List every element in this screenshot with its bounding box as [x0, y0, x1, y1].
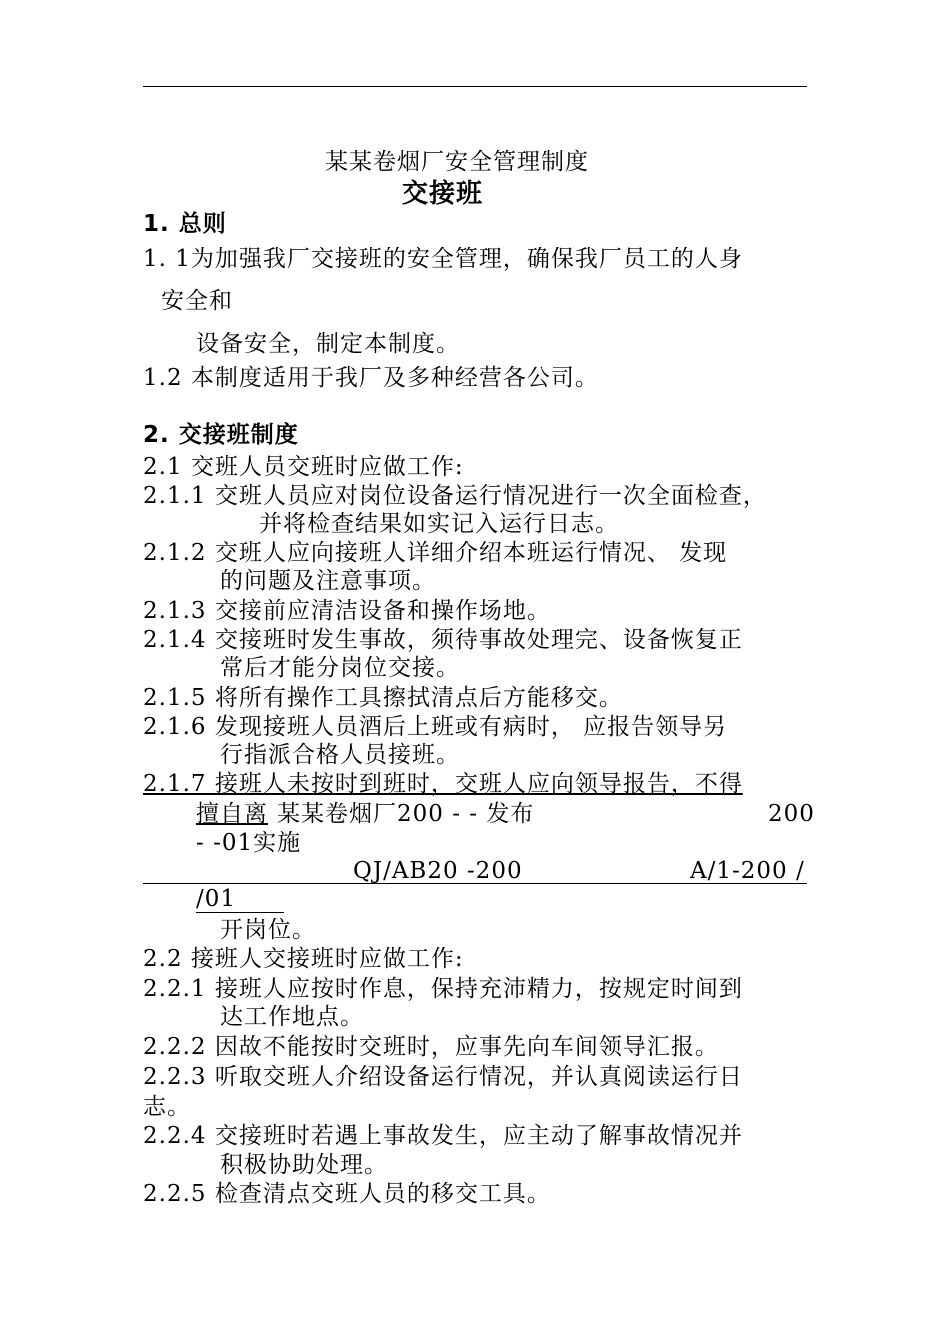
footer-implement-year: 200 [768, 801, 815, 827]
paragraph: 2.2.3 听取交班人介绍设备运行情况，并认真阅读运行日 [143, 1064, 743, 1090]
paragraph: 1. 1为加强我厂交接班的安全管理，确保我厂员工的人身 [143, 246, 743, 272]
paragraph: 1.2 本制度适用于我厂及多种经营各公司。 [143, 365, 599, 391]
paragraph: 并将检查结果如实记入运行日志。 [259, 511, 619, 537]
paragraph: 擅自离 [196, 801, 268, 827]
footer-underline [196, 912, 284, 913]
paragraph: 2.1.2 交班人应向接班人详细介绍本班运行情况、 发现 [143, 540, 728, 566]
footer-rule [143, 883, 807, 884]
paragraph: 设备安全，制定本制度。 [196, 331, 460, 357]
paragraph: 志。 [143, 1094, 191, 1120]
top-rule [143, 86, 807, 87]
paragraph: 2.1.7 接班人未按时到班时，交班人应向领导报告，不得 [143, 771, 743, 797]
section-heading: 1. 总则 [143, 211, 227, 237]
paragraph: 2.1.3 交接前应清洁设备和操作场地。 [143, 598, 551, 624]
paragraph: 行指派合格人员接班。 [220, 742, 460, 768]
paragraph: 2.2.5 检查清点交班人员的移交工具。 [143, 1181, 551, 1207]
paragraph: 安全和 [161, 288, 233, 314]
paragraph: 2.1 交班人员交班时应做工作: [143, 454, 464, 480]
footer-issuer: 某某卷烟厂200 - - 发布 [277, 801, 535, 827]
footer-implement: - -01实施 [196, 830, 302, 856]
paragraph: 2.1.4 交接班时发生事故，须待事故处理完、设备恢复正 [143, 627, 743, 653]
paragraph: 2.1.1 交班人员应对岗位设备运行情况进行一次全面检查， [143, 483, 767, 509]
footer-version: A/1-200 / [690, 858, 805, 884]
paragraph: 开岗位。 [220, 917, 316, 943]
paragraph: 2.1.5 将所有操作工具擦拭清点后方能移交。 [143, 685, 623, 711]
document-subtitle: 交接班 [402, 179, 484, 209]
paragraph: 积极协助处理。 [220, 1152, 388, 1178]
paragraph: 的问题及注意事项。 [220, 568, 436, 594]
paragraph: 2.2.2 因故不能按时交班时，应事先向车间领导汇报。 [143, 1034, 719, 1060]
paragraph: 2.2 接班人交接班时应做工作: [143, 946, 464, 972]
paragraph: 常后才能分岗位交接。 [220, 655, 460, 681]
paragraph: 达工作地点。 [220, 1004, 364, 1030]
footer-code: QJ/AB20 -200 [353, 858, 523, 884]
paragraph: 2.1.6 发现接班人员酒后上班或有病时， 应报告领导另 [143, 714, 728, 740]
document-title: 某某卷烟厂安全管理制度 [325, 149, 589, 175]
section-heading: 2. 交接班制度 [143, 422, 299, 448]
paragraph: 2.2.1 接班人应按时作息，保持充沛精力，按规定时间到 [143, 976, 743, 1002]
paragraph: 2.2.4 交接班时若遇上事故发生，应主动了解事故情况并 [143, 1123, 743, 1149]
footer-version-cont: /01 [196, 886, 237, 912]
